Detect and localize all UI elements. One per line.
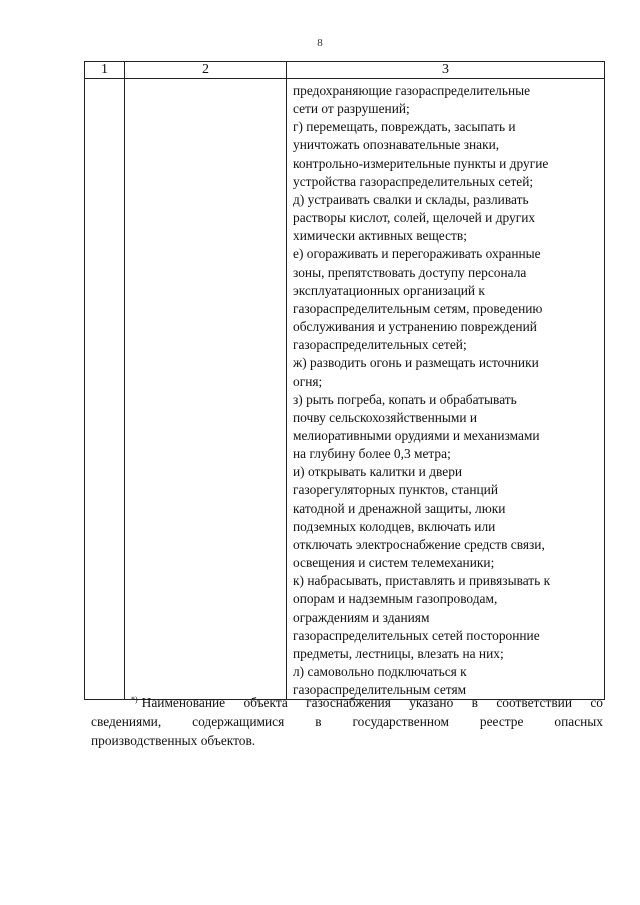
- text-line: уничтожать опознавательные знаки,: [293, 137, 500, 153]
- column-header-1: 1: [85, 62, 125, 79]
- text-line: эксплуатационных организаций к: [293, 282, 485, 298]
- text-line: е) огораживать и перегораживать охранные: [293, 246, 541, 262]
- footnote-line: производственных объектов.: [91, 733, 256, 748]
- text-line: предметы, лестницы, влезать на них;: [293, 645, 504, 661]
- text-line: мелиоративными орудиями и механизмами: [293, 427, 540, 443]
- text-line: газораспределительных сетей;: [293, 337, 467, 353]
- text-line: д) устраивать свалки и склады, разливать: [293, 191, 529, 207]
- text-line: растворы кислот, солей, щелочей и других: [293, 210, 536, 226]
- footnote-text: Наименование объекта газоснабжения указано в соответствии со: [141, 695, 603, 710]
- text-line: газораспределительных сетей посторонние: [293, 627, 540, 643]
- text-line: газораспределительным сетям, проведению: [293, 300, 543, 316]
- text-line: почву сельскохозяйственными и: [293, 409, 478, 425]
- footnote-line: сведениями, содержащимися в государственном реестре опасных: [91, 714, 603, 729]
- text-line: на глубину более 0,3 метра;: [293, 446, 451, 462]
- text-line: предохраняющие газораспределительные: [293, 83, 531, 98]
- footnote-line: [91, 693, 603, 712]
- text-line: ограждениям и зданиям: [293, 609, 430, 625]
- text-line: подземных колодцев, включать или: [293, 518, 496, 534]
- text-line: химически активных веществ;: [293, 228, 467, 244]
- text-line: и) открывать калитки и двери: [293, 464, 463, 480]
- table-cell-col1: [85, 79, 125, 700]
- table-cell-col3: [287, 79, 605, 700]
- text-line: обслуживания и устранению повреждений: [293, 319, 537, 335]
- table-header-row: [85, 62, 605, 79]
- text-line: зоны, препятствовать доступу персонала: [293, 264, 527, 280]
- text-line: опорам и надземным газопроводам,: [293, 591, 498, 607]
- text-line: газораспределительным сетям: [293, 682, 467, 698]
- restrictions-text: [287, 79, 604, 699]
- text-line: з) рыть погреба, копать и обрабатывать: [293, 391, 517, 407]
- text-line: сети от разрушений;: [293, 101, 410, 117]
- text-line: катодной и дренажной защиты, люки: [293, 500, 506, 516]
- requirements-table: [84, 61, 605, 700]
- footnote: [91, 693, 603, 750]
- footnote-mark: *): [131, 694, 138, 704]
- table-row: [85, 79, 605, 700]
- text-line: ж) разводить огонь и размещать источники: [293, 355, 539, 371]
- text-line: устройства газораспределительных сетей;: [293, 173, 534, 189]
- text-line: огня;: [293, 373, 323, 389]
- text-line: газорегуляторных пунктов, станций: [293, 482, 499, 498]
- text-line: контрольно-измерительные пункты и другие: [293, 155, 549, 171]
- text-line: г) перемещать, повреждать, засыпать и: [293, 119, 516, 135]
- text-line: к) набрасывать, приставлять и привязывать к: [293, 573, 551, 589]
- column-header-2: 2: [125, 62, 287, 79]
- text-line: л) самовольно подключаться к: [293, 664, 467, 679]
- column-header-3: 3: [287, 62, 605, 79]
- page-number: 8: [317, 37, 323, 49]
- text-line: отключать электроснабжение средств связи,: [293, 536, 545, 552]
- table-cell-col2: [125, 79, 287, 700]
- text-line: освещения и систем телемеханики;: [293, 555, 495, 571]
